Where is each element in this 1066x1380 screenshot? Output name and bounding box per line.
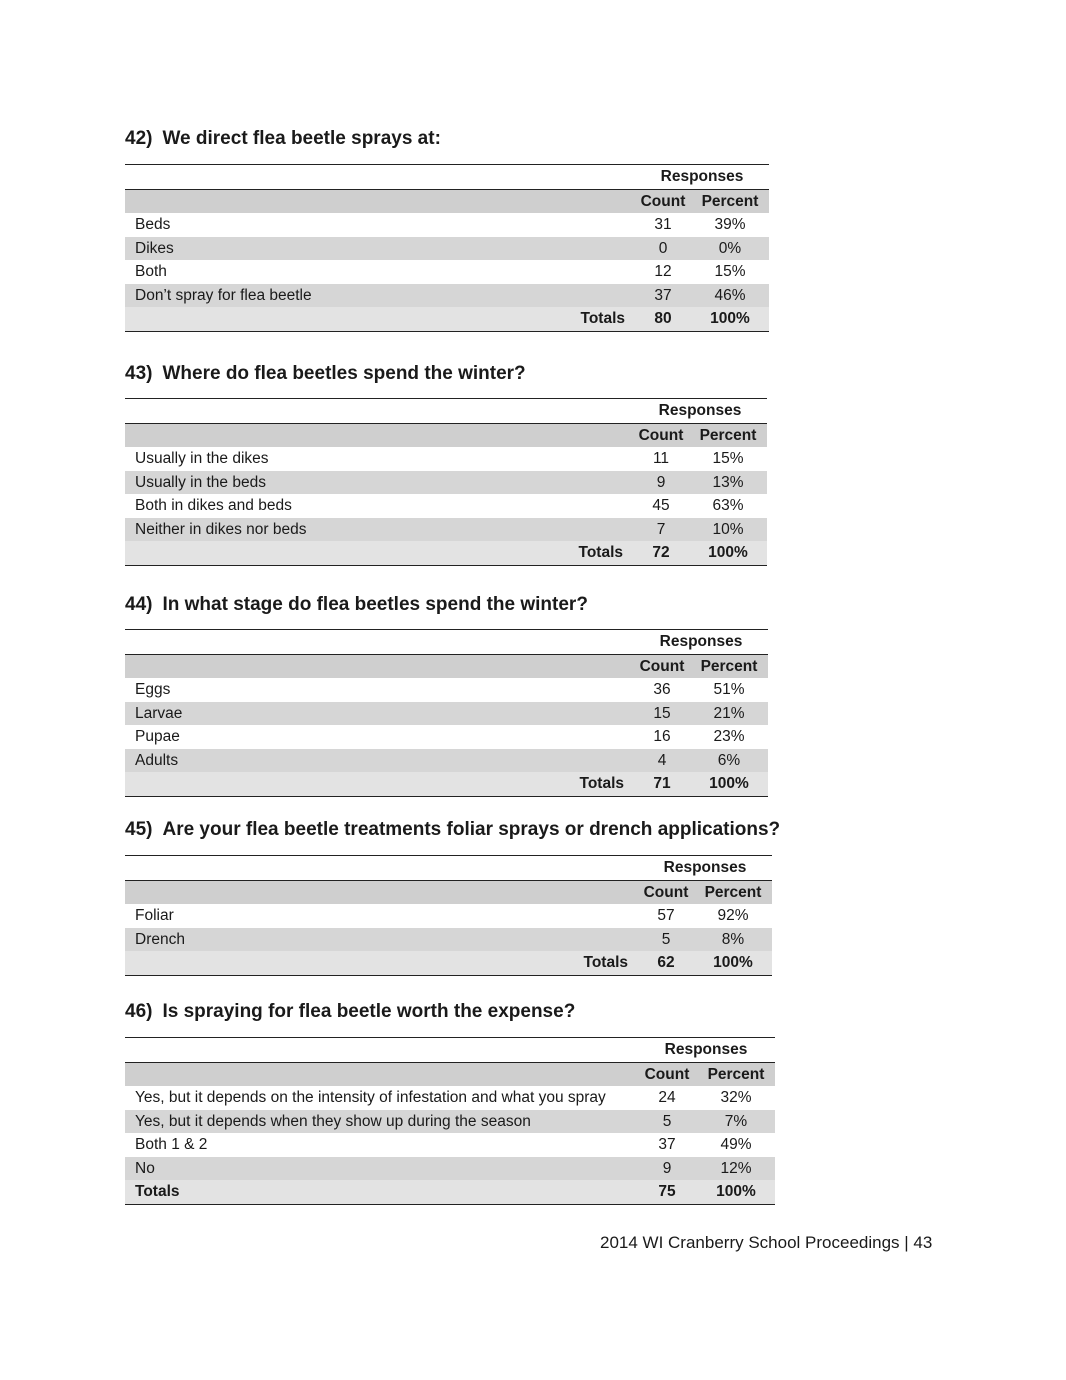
row-count: 16 [653, 728, 671, 745]
question-42-table [125, 164, 769, 332]
question-text: Where do flea beetles spend the winter? [162, 363, 526, 384]
row-count: 5 [637, 1110, 697, 1134]
totals-percent: 100% [689, 541, 767, 565]
count-header: Count [637, 1062, 697, 1086]
question-45-table [125, 855, 772, 976]
row-percent: 32% [720, 1089, 752, 1106]
question-44-title [125, 594, 588, 616]
row-count: 9 [633, 471, 689, 495]
row-label: Usually in the dikes [135, 450, 269, 467]
table-row [125, 702, 768, 726]
question-number: 44) [125, 594, 153, 615]
question-43-table [125, 398, 767, 566]
table-header-columns [125, 189, 769, 213]
row-count: 11 [652, 450, 670, 467]
totals-label: Totals [125, 541, 633, 565]
table-header-columns [125, 423, 767, 447]
row-label: Eggs [135, 681, 171, 698]
responses-header: Responses [633, 399, 767, 424]
row-percent: 63% [712, 497, 744, 514]
row-label: Both in dikes and beds [135, 497, 292, 514]
row-percent: 46% [691, 284, 769, 308]
row-label: Yes, but it depends when they show up during the season [125, 1110, 637, 1134]
table-row [125, 1086, 775, 1110]
table-row [125, 928, 772, 952]
row-percent: 21% [690, 702, 768, 726]
totals-percent: 100% [691, 307, 769, 331]
table-header-columns [125, 654, 768, 678]
row-label: Drench [125, 928, 638, 952]
responses-header: Responses [634, 630, 768, 655]
table-row [125, 213, 769, 237]
percent-header: Percent [694, 880, 772, 904]
table-row [125, 237, 769, 261]
row-count: 7 [633, 518, 689, 542]
question-number: 43) [125, 363, 153, 384]
question-text: In what stage do flea beetles spend the winter? [162, 594, 588, 615]
question-text: Are your flea beetle treatments foliar sprays or drench applications? [162, 819, 781, 840]
question-42-title [125, 128, 441, 150]
question-46-table [125, 1037, 775, 1205]
row-percent: 51% [713, 681, 745, 698]
table-row [125, 1110, 775, 1134]
totals-count: 80 [635, 307, 691, 331]
table-row [125, 447, 767, 471]
row-percent: 23% [713, 728, 745, 745]
table-row [125, 494, 767, 518]
table-header-responses [125, 1038, 775, 1063]
table-row [125, 518, 767, 542]
row-label: Both 1 & 2 [135, 1136, 208, 1153]
row-count: 36 [653, 681, 671, 698]
table-row [125, 749, 768, 773]
row-label: Adults [125, 749, 634, 773]
row-percent: 15% [712, 450, 744, 467]
row-count: 37 [635, 284, 691, 308]
totals-label: Totals [125, 307, 635, 331]
row-label: Foliar [135, 907, 174, 924]
row-percent: 92% [717, 907, 749, 924]
totals-label: Totals [125, 1180, 637, 1204]
row-count: 37 [658, 1136, 676, 1153]
question-text: Is spraying for flea beetle worth the expense? [162, 1001, 576, 1022]
question-45-title [125, 819, 780, 841]
table-header-responses [125, 165, 769, 190]
totals-row [125, 307, 769, 331]
row-percent: 39% [714, 216, 746, 233]
question-number: 46) [125, 1001, 153, 1022]
count-header: Count [634, 654, 690, 678]
row-percent: 12% [697, 1157, 775, 1181]
totals-percent: 100% [690, 772, 768, 796]
responses-header: Responses [638, 856, 772, 881]
question-44-table [125, 629, 768, 797]
row-percent: 15% [714, 263, 746, 280]
row-percent: 0% [691, 237, 769, 261]
row-label: Don’t spray for flea beetle [125, 284, 635, 308]
table-header-columns [125, 880, 772, 904]
count-header: Count [633, 423, 689, 447]
row-percent: 8% [694, 928, 772, 952]
row-label: Dikes [125, 237, 635, 261]
row-label: Beds [135, 216, 171, 233]
row-percent: 6% [690, 749, 768, 773]
totals-percent: 100% [694, 951, 772, 975]
question-number: 45) [125, 819, 153, 840]
question-43-title [125, 363, 526, 385]
row-count: 9 [637, 1157, 697, 1181]
row-label: Usually in the beds [125, 471, 633, 495]
row-count: 24 [658, 1089, 676, 1106]
totals-percent: 100% [697, 1180, 775, 1204]
row-count: 0 [635, 237, 691, 261]
row-count: 31 [654, 216, 672, 233]
row-percent: 10% [689, 518, 767, 542]
totals-row [125, 772, 768, 796]
percent-header: Percent [691, 189, 769, 213]
responses-header: Responses [635, 165, 769, 190]
row-label: Neither in dikes nor beds [125, 518, 633, 542]
row-percent: 49% [720, 1136, 752, 1153]
question-46-title [125, 1001, 575, 1023]
responses-header: Responses [637, 1038, 775, 1063]
totals-count: 75 [637, 1180, 697, 1204]
percent-header: Percent [690, 654, 768, 678]
row-count: 15 [634, 702, 690, 726]
row-count: 57 [657, 907, 675, 924]
totals-row [125, 951, 772, 975]
percent-header: Percent [697, 1062, 775, 1086]
table-row [125, 678, 768, 702]
row-count: 5 [638, 928, 694, 952]
row-label: Yes, but it depends on the intensity of infestation and what you spray [135, 1089, 606, 1106]
row-count: 45 [652, 497, 670, 514]
table-header-responses [125, 630, 768, 655]
row-percent: 13% [689, 471, 767, 495]
row-label: No [125, 1157, 637, 1181]
table-header-responses [125, 856, 772, 881]
table-row [125, 284, 769, 308]
count-header: Count [635, 189, 691, 213]
totals-count: 72 [633, 541, 689, 565]
row-count: 12 [654, 263, 672, 280]
row-percent: 7% [697, 1110, 775, 1134]
totals-count: 62 [638, 951, 694, 975]
row-label: Pupae [135, 728, 180, 745]
totals-count: 71 [634, 772, 690, 796]
totals-row [125, 1180, 775, 1204]
table-row [125, 1157, 775, 1181]
question-text: We direct flea beetle sprays at: [162, 128, 441, 149]
table-row [125, 471, 767, 495]
table-row [125, 904, 772, 928]
row-label: Larvae [125, 702, 634, 726]
page-footer: 2014 WI Cranberry School Proceedings | 43 [600, 1233, 933, 1252]
row-label: Both [135, 263, 167, 280]
row-count: 4 [634, 749, 690, 773]
table-header-columns [125, 1062, 775, 1086]
totals-label: Totals [125, 951, 638, 975]
totals-row [125, 541, 767, 565]
totals-label: Totals [125, 772, 634, 796]
table-row [125, 725, 768, 749]
percent-header: Percent [689, 423, 767, 447]
table-row [125, 1133, 775, 1157]
question-number: 42) [125, 128, 153, 149]
count-header: Count [638, 880, 694, 904]
table-header-responses [125, 399, 767, 424]
table-row [125, 260, 769, 284]
